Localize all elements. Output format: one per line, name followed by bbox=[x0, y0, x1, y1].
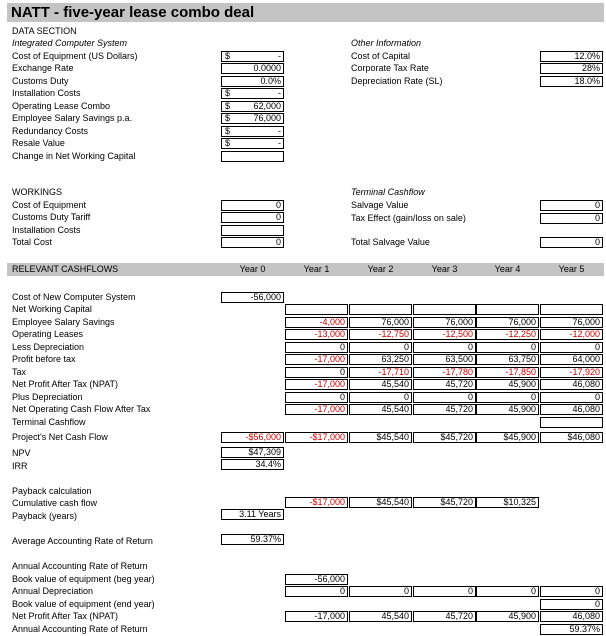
data-row-value[interactable]: - $ bbox=[221, 138, 284, 149]
cumulative-cell[interactable]: $45,720 bbox=[413, 497, 476, 508]
aarr-value[interactable]: 59.37% bbox=[221, 534, 284, 545]
relevant-cashflows-heading: RELEVANT CASHFLOWS bbox=[12, 264, 119, 274]
cashflow-cell[interactable]: -12,750 bbox=[349, 329, 412, 340]
cashflow-cell[interactable]: -17,850 bbox=[476, 367, 539, 378]
annual-row-label: Book value of equipment (end year) bbox=[12, 598, 155, 609]
data-row-label: Installation Costs bbox=[12, 88, 81, 99]
data-row-value[interactable]: 0.0% bbox=[221, 76, 284, 87]
cashflow-cell[interactable]: -17,710 bbox=[349, 367, 412, 378]
workings-value[interactable] bbox=[221, 225, 284, 236]
currency-symbol: $ bbox=[225, 51, 231, 61]
currency-symbol: $ bbox=[225, 113, 231, 124]
cashflow-cell[interactable]: 76,000 bbox=[413, 317, 476, 328]
cashflow-cell[interactable]: -12,250 bbox=[476, 329, 539, 340]
cashflow-cell[interactable]: 0 bbox=[413, 392, 476, 403]
cashflow-cell[interactable]: -17,000 bbox=[285, 379, 348, 390]
workings-label: Cost of Equipment bbox=[12, 200, 87, 210]
currency-symbol: $ bbox=[225, 100, 231, 111]
cashflow-row-label: Project's Net Cash Flow bbox=[12, 431, 108, 442]
other-info-label: Depreciation Rate (SL) bbox=[351, 75, 443, 86]
annual-cell[interactable]: 45,540 bbox=[349, 611, 412, 622]
cashflow-cell[interactable]: $45,540 bbox=[349, 432, 412, 443]
year-header: Year 0 bbox=[239, 264, 266, 274]
currency-symbol: $ bbox=[225, 88, 231, 99]
cashflow-cell[interactable]: 45,900 bbox=[476, 379, 539, 390]
cashflow-cell[interactable]: 0 bbox=[285, 392, 348, 403]
cashflow-cell[interactable]: -$17,000 bbox=[285, 432, 348, 443]
cumulative-cell[interactable]: $10,325 bbox=[476, 497, 539, 508]
cashflow-row-label: Cost of New Computer System bbox=[12, 292, 136, 302]
aarr-label: Average Accounting Rate of Return bbox=[12, 536, 153, 546]
annual-row-label: Book value of equipment (beg year) bbox=[12, 574, 155, 584]
sheet-title: NATT - five-year lease combo deal bbox=[7, 3, 604, 22]
data-row-label: Customs Duty bbox=[12, 75, 69, 86]
cashflow-cell[interactable] bbox=[540, 417, 603, 428]
cashflow-row-label: Less Depreciation bbox=[12, 341, 85, 352]
other-info-value[interactable]: 12.0% bbox=[540, 51, 603, 62]
workings-label: Total Cost bbox=[12, 237, 53, 248]
terminal-value[interactable]: 0 bbox=[540, 200, 603, 211]
data-row-value[interactable]: - $ bbox=[221, 51, 284, 62]
year-header: Year 1 bbox=[303, 264, 330, 274]
workings-heading: WORKINGS bbox=[12, 187, 63, 197]
annual-cell[interactable]: 0 bbox=[285, 586, 348, 597]
annual-cell[interactable]: 59.37% bbox=[540, 624, 603, 635]
cashflow-cell[interactable]: 63,750 bbox=[476, 354, 539, 365]
data-row-label: Resale Value bbox=[12, 138, 65, 149]
cashflow-cell[interactable] bbox=[285, 304, 348, 315]
cashflow-cell[interactable]: 0 bbox=[540, 342, 603, 353]
cashflow-cell[interactable]: 0 bbox=[413, 342, 476, 353]
year-header: Year 2 bbox=[367, 264, 394, 274]
workings-label: Installation Costs bbox=[12, 224, 81, 235]
other-info-value[interactable]: 28% bbox=[540, 63, 603, 74]
cashflow-cell[interactable]: 63,500 bbox=[413, 354, 476, 365]
cashflow-row-label: Profit before tax bbox=[12, 354, 76, 365]
cashflow-cell[interactable]: -17,780 bbox=[413, 367, 476, 378]
cashflow-row-label: Operating Leases bbox=[12, 329, 84, 340]
terminal-label: Salvage Value bbox=[351, 200, 409, 210]
cashflow-cell[interactable]: -17,000 bbox=[285, 354, 348, 365]
cashflow-cell[interactable]: 0 bbox=[349, 392, 412, 403]
terminal-value[interactable]: 0 bbox=[540, 237, 603, 248]
annual-cell[interactable]: 0 bbox=[540, 599, 603, 610]
other-info-label: Cost of Capital bbox=[351, 51, 411, 61]
cashflow-cell[interactable] bbox=[413, 304, 476, 315]
cashflow-cell[interactable]: 0 bbox=[349, 342, 412, 353]
data-row-value[interactable]: 0.0000 bbox=[221, 63, 284, 74]
cashflow-cell[interactable]: -12,000 bbox=[540, 329, 603, 340]
data-row-value[interactable]: 62,000 $ bbox=[221, 101, 284, 112]
terminal-label: Total Salvage Value bbox=[351, 237, 430, 247]
cumulative-cell[interactable]: -$17,000 bbox=[285, 497, 348, 508]
cashflow-cell[interactable]: 63,250 bbox=[349, 354, 412, 365]
payback-heading: Payback calculation bbox=[12, 486, 92, 496]
cashflow-cell[interactable]: 76,000 bbox=[349, 317, 412, 328]
cashflow-cell[interactable]: $45,900 bbox=[476, 432, 539, 443]
cumulative-label: Cumulative cash flow bbox=[12, 498, 98, 508]
cashflow-cell[interactable]: 45,720 bbox=[413, 404, 476, 415]
cashflow-cell[interactable]: 0 bbox=[285, 367, 348, 378]
cashflow-cell[interactable]: 64,000 bbox=[540, 354, 603, 365]
cashflow-cell[interactable] bbox=[476, 304, 539, 315]
cashflow-cell[interactable]: 45,900 bbox=[476, 404, 539, 415]
annual-cell[interactable]: 45,720 bbox=[413, 611, 476, 622]
irr-value[interactable]: 34.4% bbox=[221, 459, 284, 470]
cashflow-cell[interactable]: 46,080 bbox=[540, 404, 603, 415]
annual-cell[interactable]: 46,080 bbox=[540, 611, 603, 622]
irr-label: IRR bbox=[12, 461, 28, 471]
cashflow-row-label: Net Profit After Tax (NPAT) bbox=[12, 379, 119, 390]
annual-cell[interactable]: 0 bbox=[349, 586, 412, 597]
cashflow-row-label: Tax bbox=[12, 366, 27, 377]
payback-years-label: Payback (years) bbox=[12, 511, 78, 521]
currency-symbol: $ bbox=[225, 125, 231, 136]
data-row-value[interactable]: 76,000 $ bbox=[221, 113, 284, 124]
data-row-value[interactable]: - $ bbox=[221, 88, 284, 99]
annual-row-label: Annual Accounting Rate of Return bbox=[12, 623, 148, 634]
cashflow-cell[interactable]: $46,080 bbox=[540, 432, 603, 443]
year-header: Year 3 bbox=[431, 264, 458, 274]
workings-value[interactable]: 0 bbox=[221, 200, 284, 211]
data-row-value[interactable] bbox=[221, 151, 284, 162]
workings-value[interactable]: 0 bbox=[221, 237, 284, 248]
year-header: Year 4 bbox=[494, 264, 521, 274]
other-info-label: Corporate Tax Rate bbox=[351, 63, 429, 74]
cashflow-cell[interactable]: -17,920 bbox=[540, 367, 603, 378]
cashflow-cell[interactable]: -13,000 bbox=[285, 329, 348, 340]
annual-row-label: Net Profit After Tax (NPAT) bbox=[12, 611, 119, 622]
cashflow-cell[interactable] bbox=[349, 304, 412, 315]
year-header: Year 5 bbox=[558, 264, 585, 274]
annual-cell[interactable]: 45,900 bbox=[476, 611, 539, 622]
data-row-label: Exchange Rate bbox=[12, 63, 74, 74]
data-row-value[interactable]: - $ bbox=[221, 126, 284, 137]
cashflow-row-label: Net Working Capital bbox=[12, 304, 92, 315]
terminal-value[interactable]: 0 bbox=[540, 213, 603, 224]
npv-label: NPV bbox=[12, 448, 31, 458]
terminal-label: Tax Effect (gain/loss on sale) bbox=[351, 212, 466, 223]
cashflow-cell[interactable]: $45,720 bbox=[413, 432, 476, 443]
data-row-label: Employee Salary Savings p.a. bbox=[12, 113, 133, 124]
cashflow-row-label: Net Operating Cash Flow After Tax bbox=[12, 404, 151, 415]
terminal-heading: Terminal Cashflow bbox=[351, 187, 425, 197]
annual-heading: Annual Accounting Rate of Return bbox=[12, 561, 148, 571]
cashflow-cell[interactable]: -56,000 bbox=[221, 292, 284, 303]
cashflow-cell[interactable]: -17,000 bbox=[285, 404, 348, 415]
cashflow-row-label: Plus Depreciation bbox=[12, 391, 83, 402]
payback-years-value[interactable]: 3.11 Years bbox=[221, 509, 284, 520]
cashflow-cell[interactable]: -12,500 bbox=[413, 329, 476, 340]
cashflow-cell[interactable] bbox=[540, 304, 603, 315]
annual-cell[interactable]: 0 bbox=[540, 586, 603, 597]
cashflow-cell[interactable]: 45,720 bbox=[413, 379, 476, 390]
other-info-value[interactable]: 18.0% bbox=[540, 76, 603, 87]
cashflow-cell[interactable]: 0 bbox=[540, 392, 603, 403]
annual-cell[interactable]: 0 bbox=[413, 586, 476, 597]
cashflow-cell[interactable]: 46,080 bbox=[540, 379, 603, 390]
cashflow-cell[interactable]: 0 bbox=[285, 342, 348, 353]
cashflow-cell[interactable]: -$56,000 bbox=[221, 432, 284, 443]
other-info-heading: Other Information bbox=[351, 38, 422, 48]
data-row-label: Cost of Equipment (US Dollars) bbox=[12, 51, 138, 61]
annual-cell[interactable]: -17,000 bbox=[285, 611, 348, 622]
cashflow-row-label: Employee Salary Savings bbox=[12, 316, 115, 327]
workings-value[interactable]: 0 bbox=[221, 212, 284, 223]
currency-symbol: $ bbox=[225, 138, 231, 149]
cashflow-row-label: Terminal Cashflow bbox=[12, 416, 86, 427]
data-section-subheading: Integrated Computer System bbox=[12, 38, 128, 48]
cashflow-cell[interactable]: 0 bbox=[476, 392, 539, 403]
data-row-label: Operating Lease Combo bbox=[12, 100, 111, 111]
cashflow-cell[interactable]: -4,000 bbox=[285, 317, 348, 328]
cashflow-cell[interactable]: 76,000 bbox=[540, 317, 603, 328]
annual-cell[interactable]: -56,000 bbox=[285, 574, 348, 585]
cashflow-cell[interactable]: 0 bbox=[476, 342, 539, 353]
workings-label: Customs Duty Tariff bbox=[12, 212, 91, 223]
cashflow-cell[interactable]: 76,000 bbox=[476, 317, 539, 328]
annual-cell[interactable]: 0 bbox=[476, 586, 539, 597]
cumulative-cell[interactable]: $45,540 bbox=[349, 497, 412, 508]
data-row-label: Redundancy Costs bbox=[12, 125, 89, 136]
npv-value[interactable]: $47,309 bbox=[221, 447, 284, 458]
cashflow-cell[interactable]: 45,540 bbox=[349, 379, 412, 390]
annual-row-label: Annual Depreciation bbox=[12, 586, 94, 597]
cashflow-cell[interactable]: 45,540 bbox=[349, 404, 412, 415]
data-row-label: Change in Net Working Capital bbox=[12, 150, 136, 161]
data-section-heading: DATA SECTION bbox=[12, 26, 77, 36]
